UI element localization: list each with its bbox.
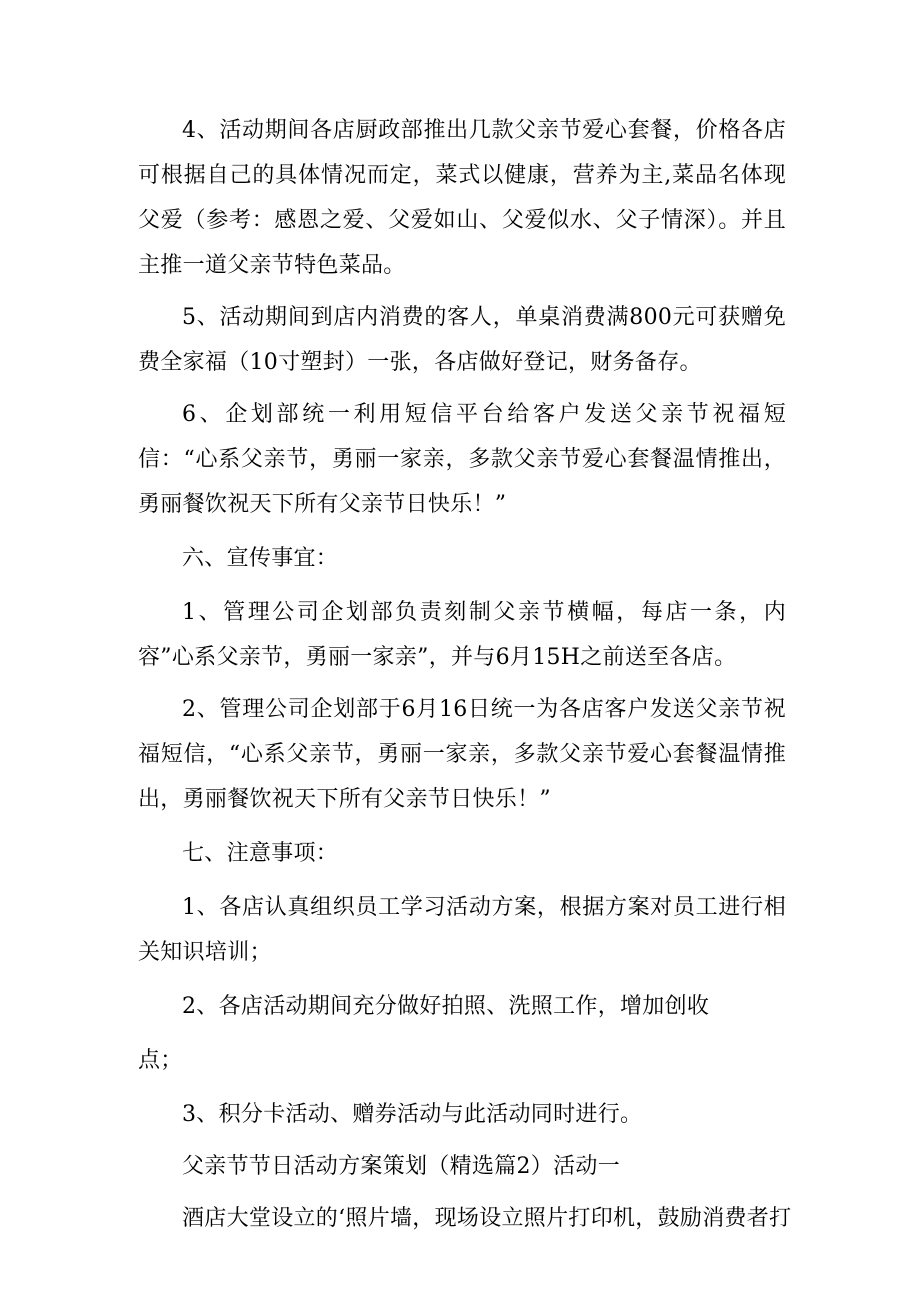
- paragraph-photo-work-continued: 点；: [138, 1048, 183, 1073]
- paragraph-staff-training: 1、各店认真组织员工学习活动方案，根据方案对员工进行相关知识培训；: [138, 895, 786, 965]
- heading-notes: 七、注意事项：: [182, 841, 339, 866]
- paragraph-sms-greeting: 6、企划部统一利用短信平台给客户发送父亲节祝福短信：“心系父亲节，勇丽一家亲，多款父亲节爱心套餐温情推出，勇丽餐饮祝天下所有父亲节日快乐！”: [138, 402, 786, 517]
- heading-plan-part-2: 父亲节节日活动方案策划（精选篇2）活动一: [182, 1154, 620, 1179]
- paragraph-points-card: 3、积分卡活动、赠券活动与此活动同时进行。: [182, 1102, 643, 1127]
- paragraph-sms-send: 2、管理公司企划部于6月16日统一为各店客户发送父亲节祝福短信，“心系父亲节，勇丽一家亲，多款父亲节爱心套餐温情推出，勇丽餐饮祝天下所有父亲节日快乐！”: [138, 697, 786, 812]
- paragraph-set-meal: 4、活动期间各店厨政部推出几款父亲节爱心套餐，价格各店可根据自己的具体情况而定，菜式以健康，营养为主,菜品名体现父爱（参考：感恩之爱、父爱如山、父爱似水、父子情深）。并且主推一道父亲节特色菜品。: [138, 118, 786, 278]
- paragraph-photo-work: 2、各店活动期间充分做好拍照、洗照工作，增加创收: [182, 994, 710, 1019]
- paragraph-family-photo-gift: 5、活动期间到店内消费的客人，单桌消费满800元可获赠免费全家福（10寸塑封）一张，各店做好登记，财务备存。: [138, 305, 786, 375]
- paragraph-photo-wall: 酒店大堂设立的‘照片墙，现场设立照片打印机，鼓励消费者打: [182, 1206, 792, 1231]
- heading-promotion: 六、宣传事宜：: [182, 546, 339, 571]
- paragraph-banner: 1、管理公司企划部负责刻制父亲节横幅，每店一条，内容”心系父亲节，勇丽一家亲”，并与6月15H之前送至各店。: [138, 600, 786, 670]
- section-menu-activities: [138, 108, 792, 1241]
